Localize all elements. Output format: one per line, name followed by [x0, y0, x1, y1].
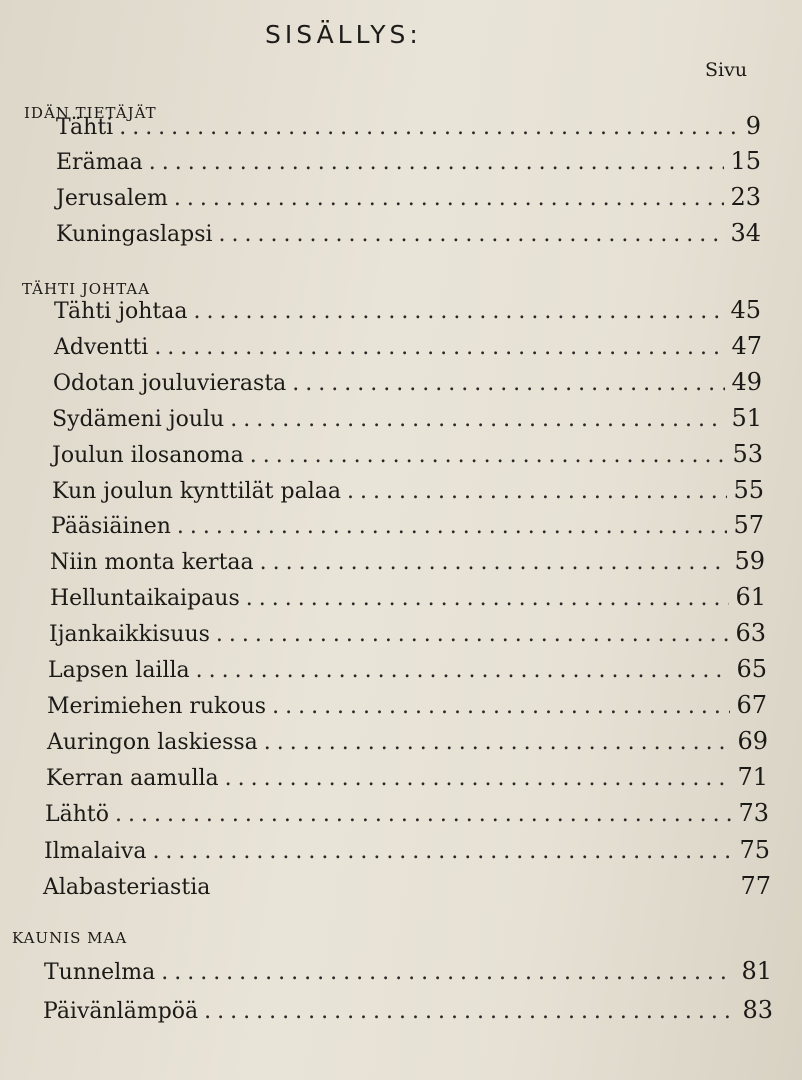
- toc-entry: [49, 619, 766, 655]
- entry-title: Alabasteriastia: [43, 875, 211, 900]
- entry-title: Sydämeni joulu: [52, 407, 225, 432]
- leader-dots: [177, 514, 728, 539]
- entry-page: 71: [737, 763, 768, 791]
- entry-page: 57: [733, 511, 764, 539]
- entry-title: Erämaa: [56, 150, 143, 175]
- leader-dots: [119, 115, 740, 140]
- leader-dots: [161, 960, 735, 985]
- entry-title: Pääsiäinen: [51, 514, 171, 539]
- entry-page: 73: [738, 799, 769, 827]
- toc-entry: [52, 440, 763, 476]
- toc-entry: [56, 112, 761, 148]
- entry-title: Helluntaikaipaus: [50, 586, 240, 611]
- entry-title: Auringon laskiessa: [47, 730, 258, 755]
- entry-title: Lapsen lailla: [48, 658, 190, 683]
- entry-page: 77: [740, 872, 771, 900]
- entry-page: 9: [745, 112, 761, 140]
- entry-title: Niin monta kertaa: [50, 550, 254, 575]
- leader-dots: [292, 371, 725, 396]
- leader-dots: [174, 186, 725, 211]
- toc-entry: [50, 547, 765, 583]
- entry-page: 53: [732, 440, 763, 468]
- section-heading: TÄHTI JOHTAA: [22, 280, 151, 298]
- page-column-label: Sivu: [705, 59, 748, 81]
- entry-title: Adventti: [54, 335, 149, 360]
- leader-dots: [272, 694, 730, 719]
- toc-entry: [51, 511, 764, 547]
- section-heading: IDÄN TIETÄJÄT: [24, 104, 157, 122]
- entry-page: 34: [730, 219, 761, 247]
- entry-title: Merimiehen rukous: [47, 694, 267, 719]
- leader-dots: [216, 622, 730, 647]
- entry-page: 51: [731, 404, 762, 432]
- toc-entry: [52, 404, 762, 440]
- entry-title: Tähti: [56, 115, 114, 140]
- entry-page: 49: [731, 368, 762, 396]
- toc-entry: [47, 691, 767, 727]
- toc-entry: [48, 655, 767, 691]
- toc-entry: [43, 996, 773, 1032]
- entry-title: Tähti johtaa: [54, 299, 188, 324]
- entry-page: 63: [735, 619, 766, 647]
- entry-page: 15: [730, 147, 761, 175]
- toc-entry: [56, 219, 761, 255]
- leader-dots: [230, 407, 725, 432]
- leader-dots: [260, 550, 729, 575]
- leader-dots: [250, 443, 727, 468]
- leader-dots: [219, 222, 725, 247]
- entry-page: 75: [739, 836, 770, 864]
- toc-entry: [56, 183, 761, 219]
- entry-page: 69: [737, 727, 768, 755]
- leader-dots: [115, 802, 732, 827]
- entry-title: Kerran aamulla: [46, 766, 219, 791]
- toc-entry: [56, 147, 761, 183]
- entry-page: 65: [736, 655, 767, 683]
- entry-page: 67: [736, 691, 767, 719]
- entry-page: 45: [730, 296, 761, 324]
- entry-title: Tunnelma: [44, 960, 156, 985]
- entry-title: Odotan jouluvierasta: [53, 371, 287, 396]
- toc-entry: [54, 332, 762, 368]
- entry-page: 23: [730, 183, 761, 211]
- toc-entry: [44, 957, 772, 993]
- toc-entry: [52, 476, 764, 512]
- entry-title: Päivänlämpöä: [43, 999, 199, 1024]
- entry-page: 55: [733, 476, 764, 504]
- entry-title: Ilmalaiva: [44, 839, 147, 864]
- toc-entry: [45, 799, 769, 835]
- entry-title: Lähtö: [45, 802, 109, 827]
- entry-title: Joulun ilosanoma: [52, 443, 244, 468]
- entry-page: 59: [734, 547, 765, 575]
- entry-title: Ijankaikkisuus: [49, 622, 210, 647]
- entry-page: 81: [741, 957, 772, 985]
- entry-page: 83: [742, 996, 773, 1024]
- entry-title: Jerusalem: [56, 186, 168, 211]
- section-heading: KAUNIS MAA: [12, 929, 128, 947]
- leader-dots: [196, 658, 731, 683]
- entry-title: Kun joulun kynttilät palaa: [52, 479, 341, 504]
- toc-entry: [54, 296, 761, 332]
- leader-dots: [204, 999, 736, 1024]
- toc-entry: [47, 727, 768, 763]
- leader-dots: [225, 766, 732, 791]
- toc-entry: [50, 583, 766, 619]
- entry-title: Kuningaslapsi: [56, 222, 213, 247]
- leader-dots: [347, 479, 727, 504]
- toc-entry: [46, 763, 768, 799]
- page-title: SISÄLLYS:: [265, 20, 422, 49]
- toc-entry: [53, 368, 762, 404]
- leader-dots: [149, 150, 725, 175]
- entry-page: 47: [731, 332, 762, 360]
- leader-dots: [194, 299, 725, 324]
- leader-dots: [246, 586, 730, 611]
- leader-dots: [154, 335, 725, 360]
- toc-entry: [43, 872, 771, 908]
- toc-entry: [44, 836, 770, 872]
- entry-page: 61: [735, 583, 766, 611]
- leader-dots: [152, 839, 733, 864]
- leader-dots: [264, 730, 732, 755]
